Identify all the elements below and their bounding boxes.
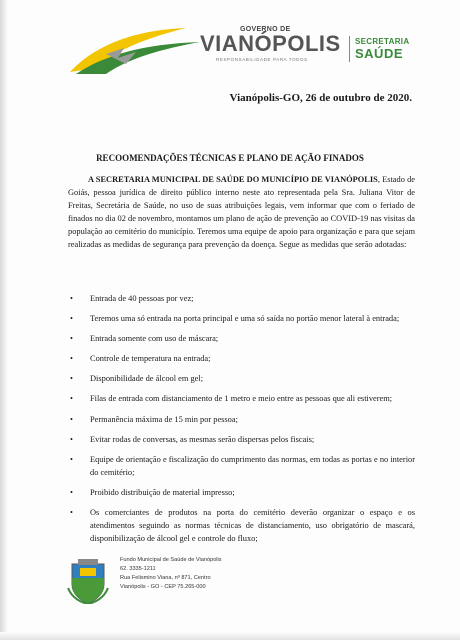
bullet-icon: • [70,508,73,518]
intro-lead: A SECRETARIA MUNICIPAL DE SAÚDE DO MUNICÍPIO DE VIANÓPOLIS [88,175,378,184]
footer-line: Vianópolis - GO - CEP 75.265-000 [120,584,206,590]
municipal-coat-of-arms-icon [66,558,110,604]
bullet-icon: • [70,394,73,404]
measure-text: Proibido distribuição de material impresso; [90,487,235,497]
list-item [68,332,415,345]
measure-text: Disponibilidade de álcool em gel; [90,374,204,384]
document-title: RECOOMENDAÇÕES TÉCNICAS E PLANO DE AÇÃO FINADOS [96,153,364,163]
footer-line: 62. 3335-1211 [120,566,156,572]
intro-paragraph [68,173,415,252]
footer-line: Rua Felismino Viana, nº 871, Centro [120,575,211,581]
document-date: Vianópolis-GO, 26 de outubro de 2020. [229,92,412,104]
intro-body: , Estado de Goiás, pessoa jurídica de direito público interno neste ato representada pela Sra. Juliana Vitor de Freitas, Secretária de Saúde, no uso de suas atribuições legais, vem informar que com o feriado de finados no dia 02 de novembro, montamos um plano de ação de prevenção ao COVID-19 nas visitas da população ao cemitério do município. Teremos uma equipe de apoio para organização e para que sejam realizadas as medidas de segurança para prevenção da doença. Segue as medidas que serão adotadas: [68,175,416,250]
list-item [68,413,415,426]
measure-text: Permanência máxima de 15 min por pessoa; [90,414,238,424]
bullet-icon: • [70,414,73,424]
measures-list [68,292,415,552]
measure-text: Controle de temperatura na entrada; [90,354,211,364]
measure-text: Evitar rodas de conversas, as mesmas serão dispersas pelos fiscais; [90,434,315,444]
footer-contact [120,556,222,592]
footer-line: Fundo Municipal de Saúde de Vianópolis [120,557,222,563]
list-item [68,433,415,446]
list-item [68,312,415,325]
measure-text: Equipe de orientação e fiscalização do cumprimento das normas, em todas as portas e no interior do cemitério; [90,454,415,477]
logo-swoosh-icon [66,24,206,76]
list-item [68,372,415,385]
bullet-icon: • [70,294,73,303]
logo-dept-line1: SECRETARIA [355,37,410,46]
list-item [68,486,415,499]
bullet-icon: • [70,354,73,364]
measure-text: Filas de entrada com distanciamento de 1 metro e meio entre as pessoas que ali estiverem; [90,394,393,404]
logo-city-name: VIANÓPOLIS [200,31,341,56]
measure-text: Entrada somente com uso de máscara; [90,334,219,344]
logo-dept-line2: SAÚDE [355,46,404,61]
list-item [68,392,415,405]
list-item [68,453,415,479]
bullet-icon: • [70,434,73,444]
scan-shadow-bottom [0,632,460,640]
measure-text: Teremos uma só entrada na porta principal e uma só saída no portão menor lateral à entrada; [90,314,400,324]
measure-text: Os comerciantes de produtos na porta do cemitério deverão organizar o espaço e os atendimentos seguindo as normas técnicas de distanciamento, uso obrigatório de mascará, disponibilização de álcool gel e controle do fluxo; [90,508,415,544]
list-item [68,352,415,365]
logo-divider [349,36,350,62]
logo-gov-label: GOVERNO DE [240,26,291,33]
bullet-icon: • [70,487,73,497]
measure-text: Entrada de 40 pessoas por vez; [90,294,194,303]
footer [66,556,266,622]
scan-shadow-left [0,0,8,640]
bullet-icon: • [70,454,73,464]
bullet-icon: • [70,314,73,324]
government-logo [66,24,416,76]
logo-tagline: RESPONSABILIDADE PARA TODOS [216,57,308,62]
list-item [68,506,415,545]
list-item [68,292,415,305]
bullet-icon: • [70,334,73,344]
bullet-icon: • [70,374,73,384]
